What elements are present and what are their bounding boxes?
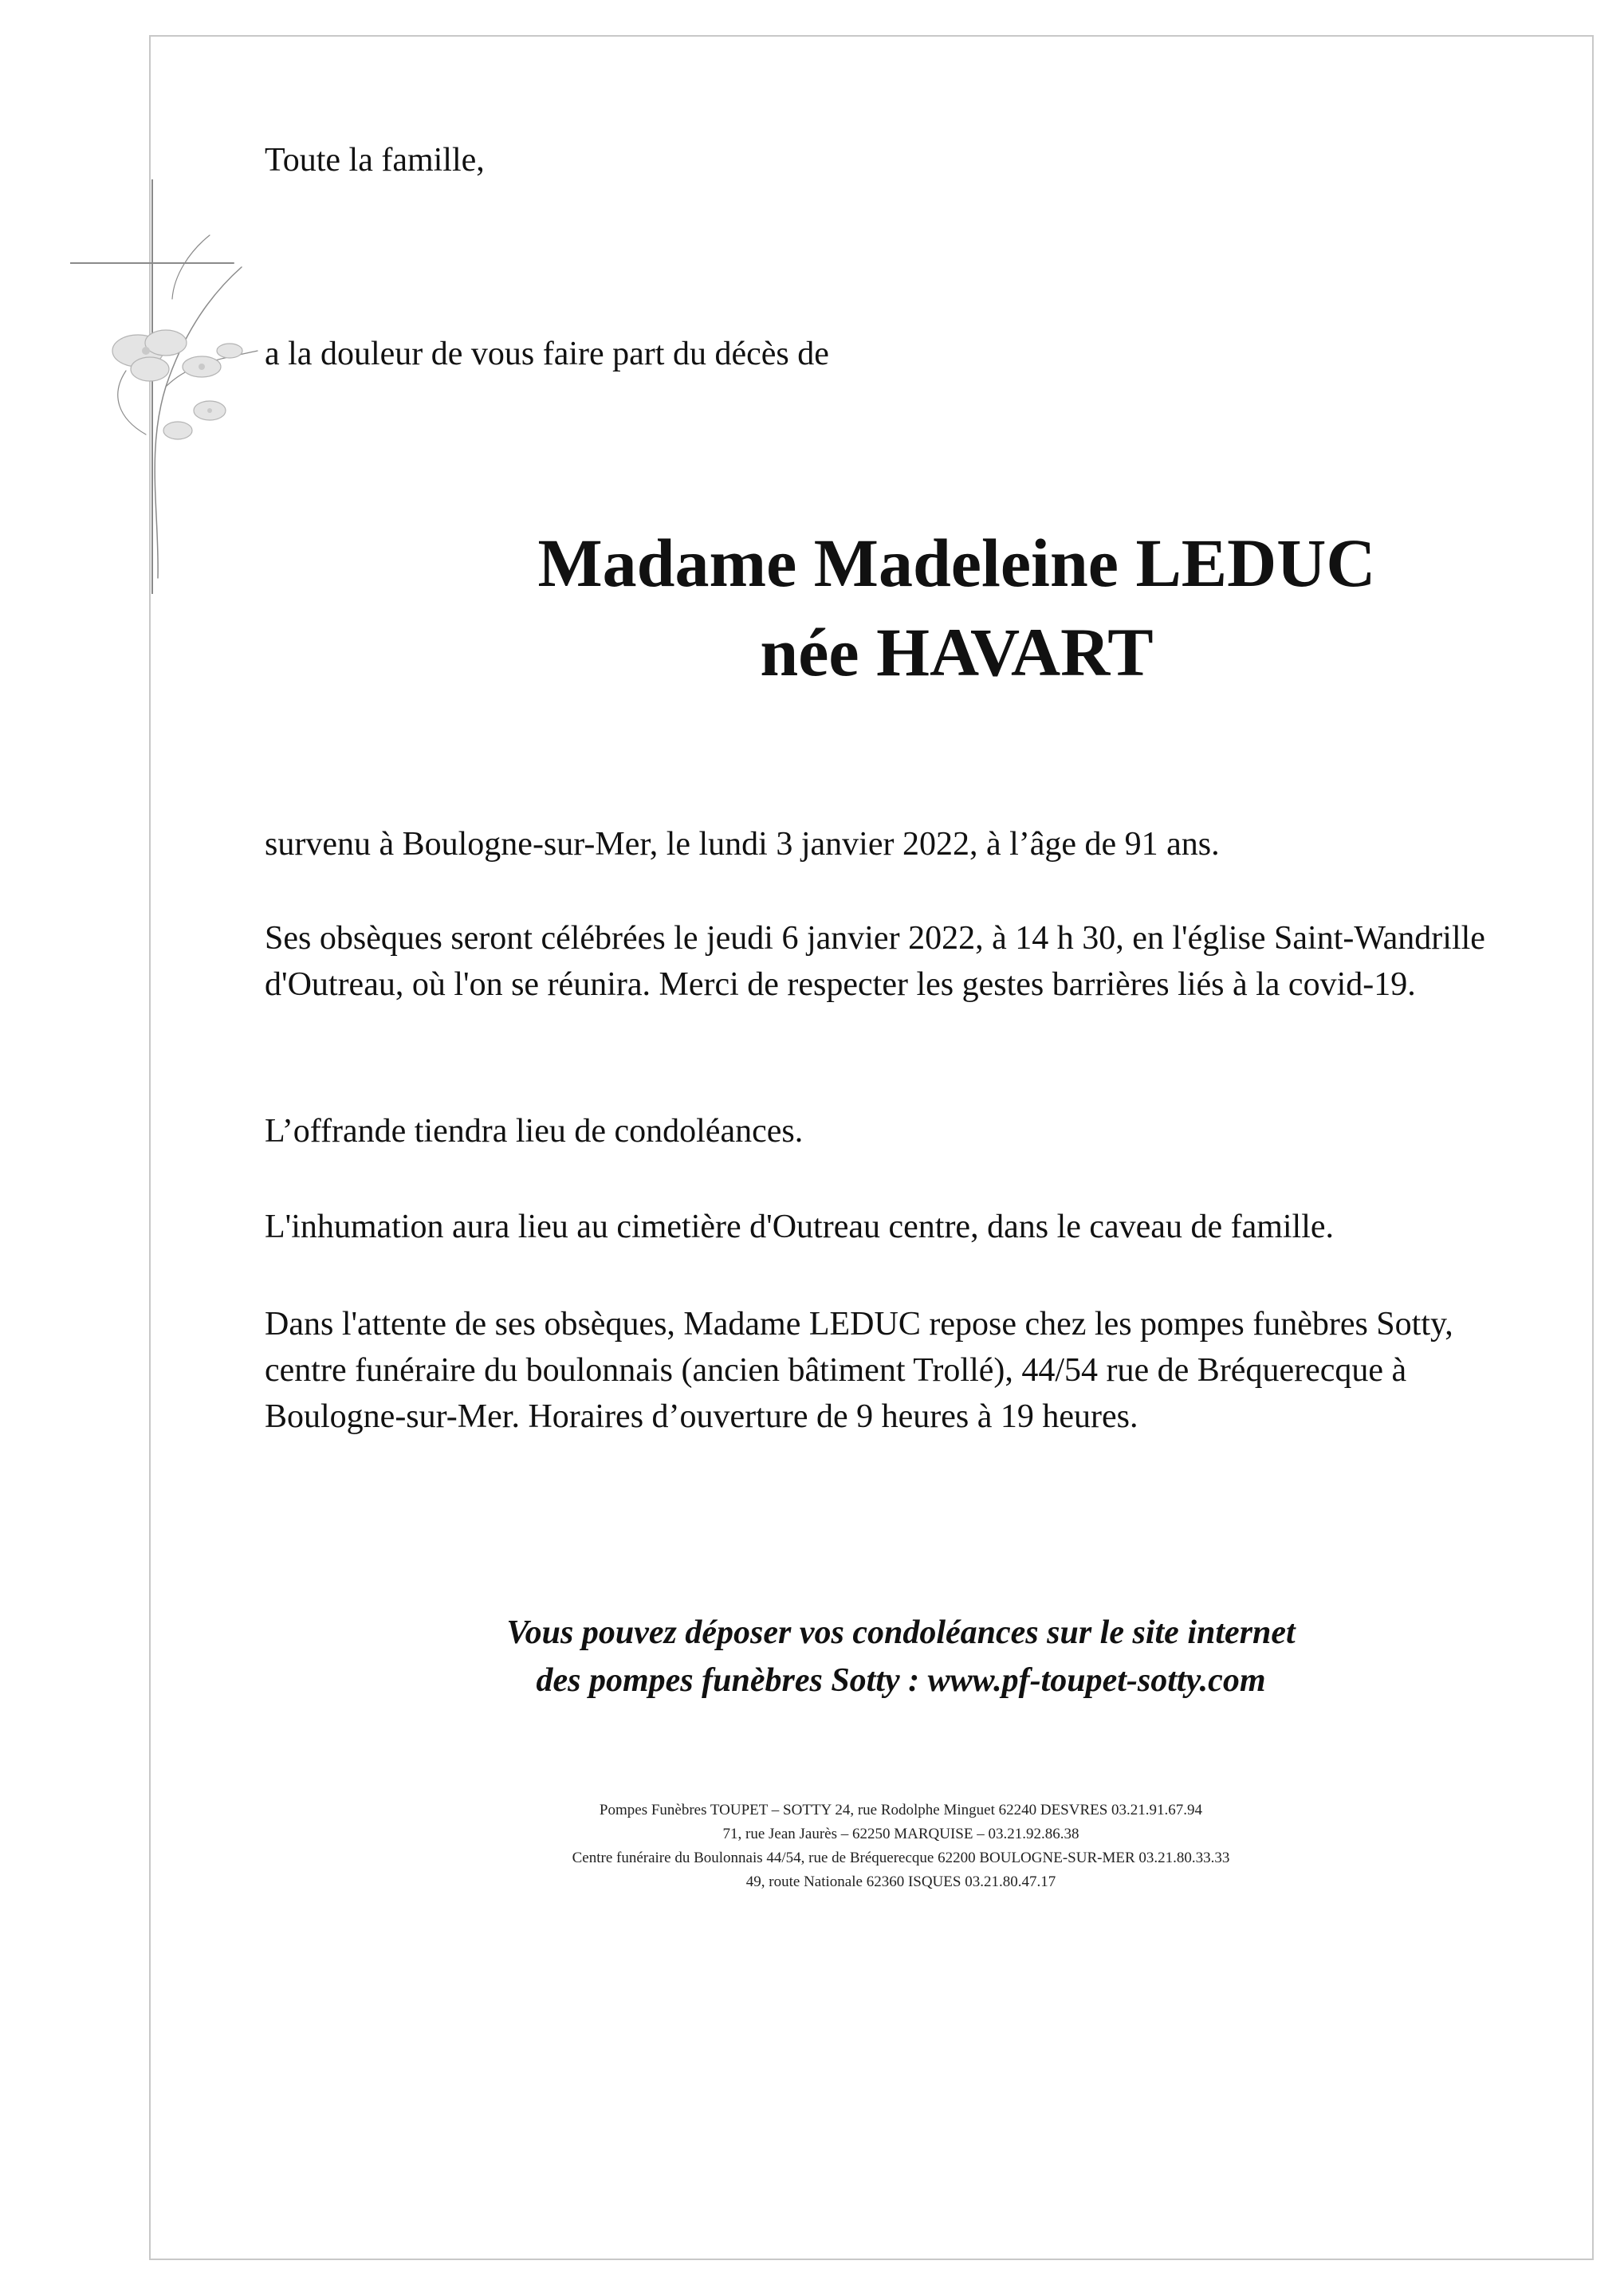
footer-line-2: 71, rue Jean Jaurès – 62250 MARQUISE – 03.21.92.86.38 (722, 1826, 1079, 1842)
offering-text: L’offrande tiendra lieu de condoléances. (265, 1113, 804, 1150)
death-info-text: survenu à Boulogne-sur-Mer, le lundi 3 janvier 2022, à l’âge de 91 ans. (265, 826, 1220, 863)
maiden-name: née HAVART (760, 614, 1154, 690)
burial-text: L'inhumation aura lieu au cimetière d'Outreau centre, dans le caveau de famille. (265, 1209, 1335, 1245)
funeral-home-footer (335, 1799, 1467, 1894)
condolences-line-1: Vous pouvez déposer vos condoléances sur le site internet (506, 1614, 1296, 1651)
footer-line-1: Pompes Funèbres TOUPET – SOTTY 24, rue Rodolphe Minguet 62240 DESVRES 03.21.91.67.94 (599, 1802, 1203, 1818)
cross-with-orchid-icon (70, 179, 269, 594)
deceased-name: Madame Madeleine LEDUC (537, 525, 1376, 601)
intro-text: a la douleur de vous faire part du décès de (265, 336, 829, 372)
deceased-name-block (415, 518, 1499, 697)
condolences-line-2: des pompes funèbres Sotty : www.pf-toupet-sotty.com (536, 1662, 1266, 1699)
funeral-text: Ses obsèques seront célébrées le jeudi 6 janvier 2022, à 14 h 30, en l'église Saint-Wandrille d'Outreau, où l'on se réunira. Merci de respecter les gestes barrières liés à la covid-19. (265, 920, 1485, 1003)
footer-line-4: 49, route Nationale 62360 ISQUES 03.21.80.47.17 (745, 1873, 1056, 1890)
footer-line-3: Centre funéraire du Boulonnais 44/54, rue de Bréquerecque 62200 BOULOGNE-SUR-MER 03.21.80.33.33 (572, 1850, 1230, 1866)
greeting-text: Toute la famille, (265, 142, 485, 179)
resting-place-text: Dans l'attente de ses obsèques, Madame LEDUC repose chez les pompes funèbres Sotty, centre funéraire du boulonnais (ancien bâtiment Trollé), 44/54 rue de Bréquerecque à Boulogne-sur-Mer. Horaires d’ouverture de 9 heures à 19 heures. (265, 1306, 1453, 1435)
condolences-block (335, 1609, 1467, 1704)
